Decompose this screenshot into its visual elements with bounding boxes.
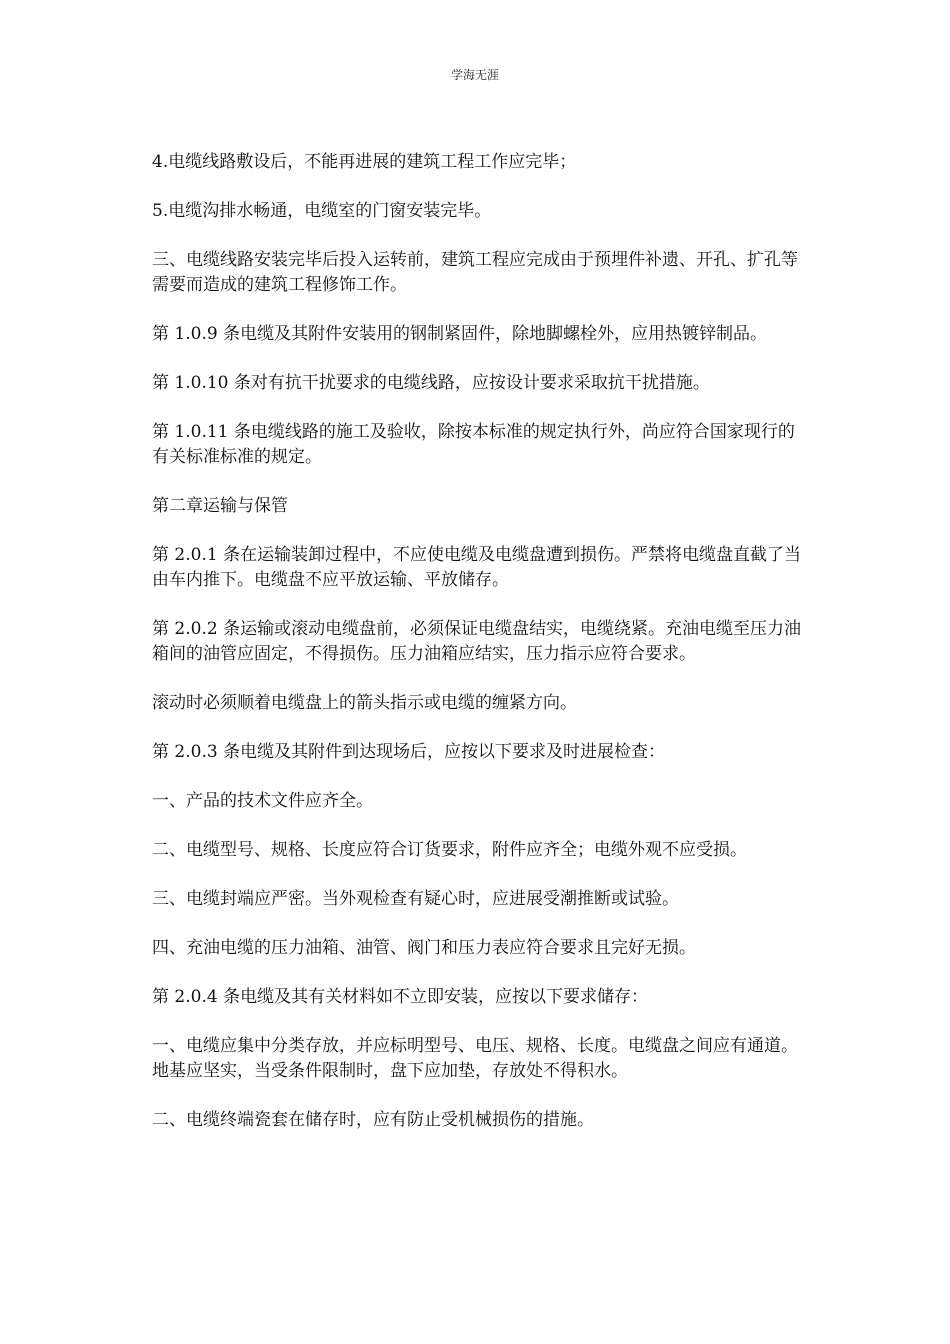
paragraph-check-3: 三、电缆封端应严密。当外观检查有疑心时，应进展受潮推断或试验。 [152,889,679,909]
paragraph-clause-2-0-4: 第 2.0.4 条电缆及其有关材料如不立即安装，应按以下要求储存： [152,987,649,1007]
paragraph-storage-2: 二、电缆终端瓷套在储存时，应有防止受机械损伤的措施。 [152,1110,594,1130]
paragraph-clause-1-0-10: 第 1.0.10 条对有抗干扰要求的电缆线路，应按设计要求采取抗干扰措施。 [152,373,710,393]
paragraph-check-4: 四、充油电缆的压力油箱、油管、阀门和压力表应符合要求且完好无损。 [152,938,696,958]
paragraph-storage-1: 一、电缆应集中分类存放，并应标明型号、电压、规格、长度。电缆盘之间应有通道。地基应坚实，当受条件限制时，盘下应加垫，存放处不得积水。 [152,1036,798,1081]
paragraph-clause-2-0-2: 第 2.0.2 条运输或滚动电缆盘前，必须保证电缆盘结实，电缆绕紧。充油电缆至压力油箱间的油管应固定，不得损伤。压力油箱应结实，压力指示应符合要求。 [152,619,802,664]
chapter-heading-2: 第二章运输与保管 [152,496,288,516]
page-header: 学海无涯 [450,68,499,82]
paragraph-clause-1-0-11: 第 1.0.11 条电缆线路的施工及验收，除按本标准的规定执行外，尚应符合国家现行的有关标准标准的规定。 [152,422,795,467]
paragraph-check-2: 二、电缆型号、规格、长度应符合订货要求，附件应齐全；电缆外观不应受损。 [152,840,747,860]
paragraph-check-1: 一、产品的技术文件应齐全。 [152,791,373,811]
paragraph-section-3: 三、电缆线路安装完毕后投入运转前，建筑工程应完成由于预埋件补遗、开孔、扩孔等需要而造成的建筑工程修饰工作。 [152,250,798,295]
paragraph-item-4: 4.电缆线路敷设后，不能再进展的建筑工程工作应完毕； [152,152,577,172]
paragraph-rolling-direction: 滚动时必须顺着电缆盘上的箭头指示或电缆的缠紧方向。 [152,693,577,713]
paragraph-clause-2-0-3: 第 2.0.3 条电缆及其附件到达现场后，应按以下要求及时进展检查： [152,742,666,762]
paragraph-clause-2-0-1: 第 2.0.1 条在运输装卸过程中，不应使电缆及电缆盘遭到损伤。严禁将电缆盘直截了当由车内推下。电缆盘不应平放运输、平放储存。 [152,545,802,590]
document-body [152,150,804,1157]
paragraph-clause-1-0-9: 第 1.0.9 条电缆及其附件安装用的钢制紧固件，除地脚螺栓外，应用热镀锌制品。 [152,324,768,344]
paragraph-item-5: 5.电缆沟排水畅通，电缆室的门窗安装完毕。 [152,201,492,221]
